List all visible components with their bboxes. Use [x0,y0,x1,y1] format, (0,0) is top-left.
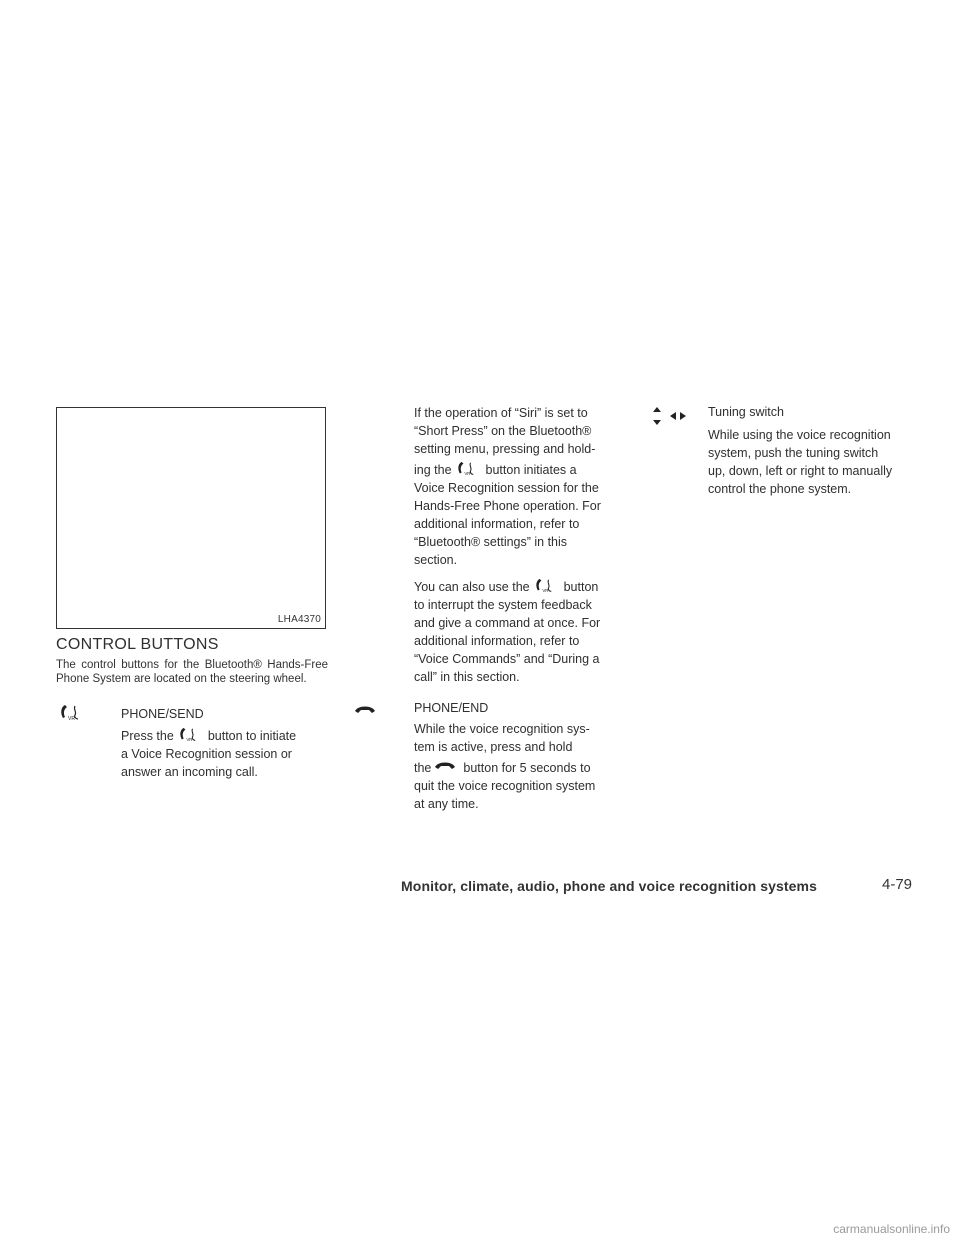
siri-line: additional information, refer to [414,517,580,531]
tuning-line: up, down, left or right to manually [708,464,893,478]
figure-steering-wheel-buttons [56,407,326,629]
siri-line: section. [414,553,458,567]
phone-send-desc-line-3: answer an incoming call. [121,765,258,779]
tuning-switch-icon [652,406,688,426]
tuning-switch-title: Tuning switch [708,405,784,419]
phone-send-icon [454,461,480,477]
phone-send-title: PHONE/SEND [121,707,204,721]
siri-paragraph [414,404,629,569]
phone-send-icon [176,727,202,743]
siri-line: “Short Press” on the Bluetooth® [414,424,592,438]
phone-end-line: tem is active, press and hold [414,740,573,754]
svg-text:VR: VR [186,737,193,743]
siri-line: Voice Recognition session for the [414,481,599,495]
svg-text:VR: VR [541,588,549,594]
siri-line: Hands-Free Phone operation. For [414,499,601,513]
phone-end-icon [354,703,376,715]
interrupt-line: You can also use the [414,580,530,594]
interrupt-line: to interrupt the system feedback [414,598,592,612]
phone-end-line: While the voice recognition sys- [414,722,590,736]
phone-send-icon [532,578,558,594]
siri-line: “Bluetooth® settings” in this [414,535,568,549]
footer-section-title: Monitor, climate, audio, phone and voice recognition systems [401,878,817,894]
figure-code: LHA4370 [277,614,321,625]
section-heading: CONTROL BUTTONS [56,636,219,653]
phone-send-desc-line-2: a Voice Recognition session or [121,747,292,761]
phone-send-desc-pre: Press the [121,729,174,743]
interrupt-line: “Voice Commands” and “During a [414,652,600,666]
tuning-switch-description [708,426,928,498]
phone-send-icon [58,704,84,722]
siri-line: If the operation of “Siri” is set to [414,406,588,420]
phone-end-line: button for 5 seconds to [463,761,591,775]
svg-text:VR: VR [68,716,75,722]
phone-end-title: PHONE/END [414,701,489,715]
interrupt-line: additional information, refer to [414,634,580,648]
interrupt-line: and give a command at once. For [414,616,601,630]
tuning-line: control the phone system. [708,482,852,496]
phone-send-desc-post: button to initiate [207,729,297,743]
interrupt-paragraph [414,578,629,686]
watermark: carmanualsonline.info [833,1222,950,1236]
siri-line: ing the [414,463,452,477]
page-number: 4-79 [882,876,913,893]
phone-end-line: at any time. [414,797,479,811]
phone-end-icon [433,759,457,771]
interrupt-line: call” in this section. [414,670,520,684]
phone-end-description [414,720,629,813]
siri-line: setting menu, pressing and hold- [414,442,596,456]
phone-end-line: quit the voice recognition system [414,779,596,793]
tuning-line: While using the voice recognition [708,428,891,442]
phone-end-line: the [414,761,432,775]
svg-text:VR: VR [463,471,471,477]
phone-send-description [121,727,341,781]
siri-line: button initiates a [485,463,577,477]
section-intro: The control buttons for the Bluetooth® Hands-Free Phone System are located on the steering wheel. [56,659,328,685]
interrupt-line: button [563,580,599,594]
tuning-line: system, push the tuning switch [708,446,879,460]
